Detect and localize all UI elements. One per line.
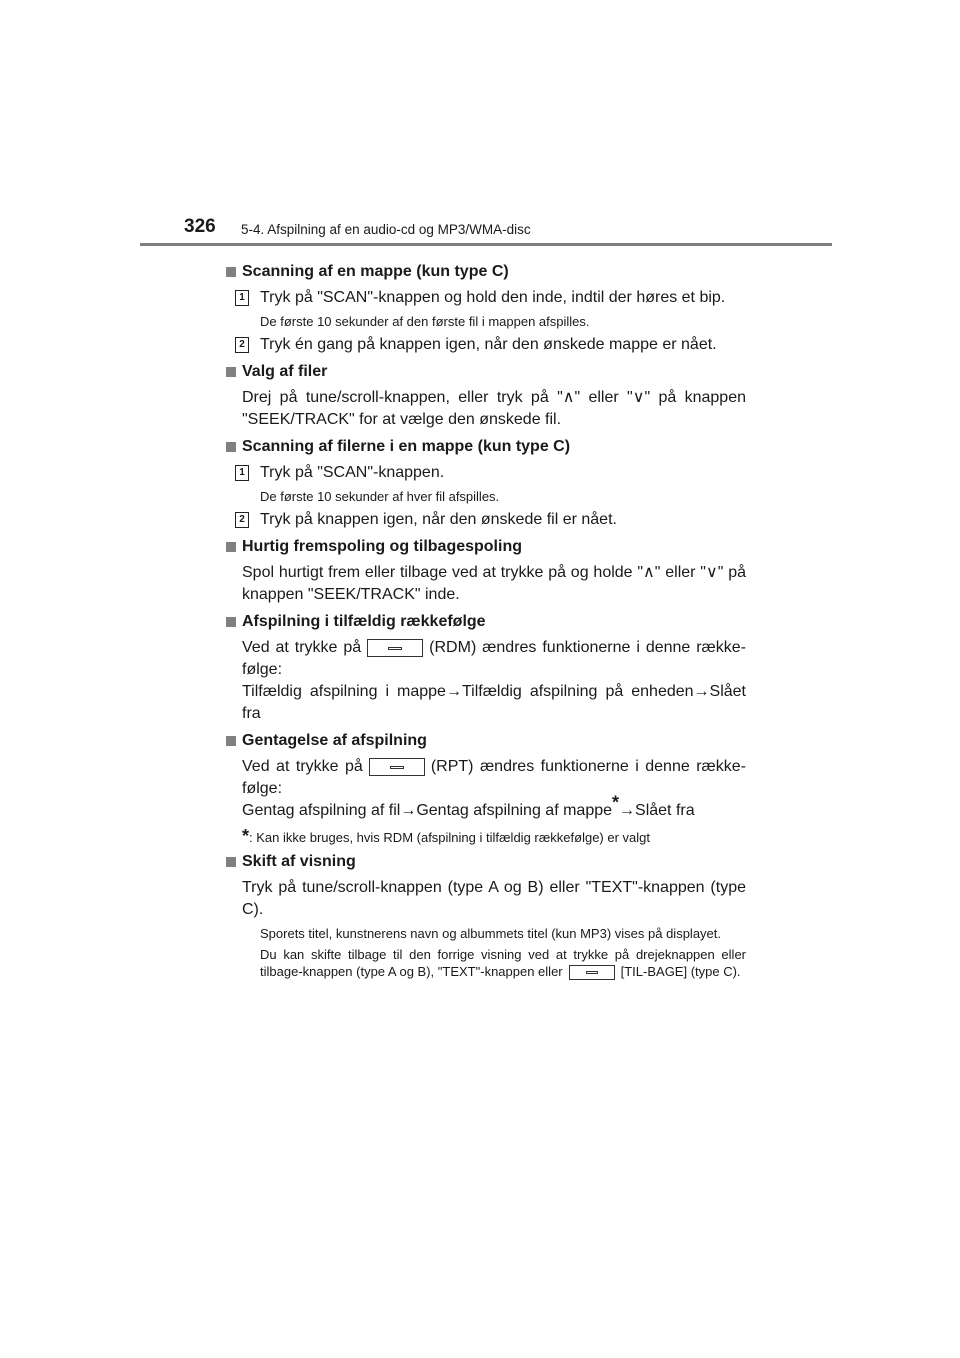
square-bullet-icon [226,542,236,552]
back-button-icon [569,965,615,980]
note-scan-files: De første 10 sekunder af hver fil afspilles. [260,489,500,504]
square-bullet-icon [226,736,236,746]
note-display-2: Du kan skifte tilbage til den forrige visning ved at trykke på drejeknappen eller tilbage-knappen (type A og B), "TEXT"-knappen eller [TIL-BAGE] (type C). [260,947,746,979]
step-number-icon: 1 [235,465,249,481]
sequence-random: Tilfældig afspilning i mappe→Tilfældig afspilning på enheden→Slået fra [242,683,746,722]
sequence-repeat: Gentag afspilning af fil→Gentag afspilning af mappe*→Slået fra [242,792,695,819]
page-header [184,216,832,246]
step-number-icon: 1 [235,290,249,306]
heading-fast-forward: Hurtig fremspoling og tilbagespoling [224,536,746,558]
text-repeat: Ved at trykke på (RPT) ændres funktionerne i denne række-følge: [242,758,746,797]
heading-select-files: Valg af filer [224,361,746,383]
header-rule [140,243,832,246]
text-display: Tryk på tune/scroll-knappen (type A og B) eller "TEXT"-knappen (type C). [242,879,746,918]
footnote-star: * [612,792,620,813]
footnote-star-marker: * [242,826,250,846]
page-number: 326 [184,216,216,237]
rpt-button-icon [369,758,425,776]
note-display-1: Sporets titel, kunstnerens navn og albummets titel (kun MP3) vises på displayet. [260,926,721,941]
step-scan-folder-1: 1 Tryk på "SCAN"-knappen og hold den inde, indtil der høres et bip. [224,287,746,309]
heading-random: Afspilning i tilfældig rækkefølge [224,611,746,633]
text-select-files: Drej på tune/scroll-knappen, eller tryk på "∧" eller "∨" på knappen "SEEK/TRACK" for at vælge den ønskede fil. [242,389,746,428]
square-bullet-icon [226,442,236,452]
text-fast-forward: Spol hurtigt frem eller tilbage ved at trykke på og holde "∧" eller "∨" på knappen "SEEK/TRACK" inde. [242,564,746,603]
text-random: Ved at trykke på (RDM) ændres funktionerne i denne række-følge: [242,639,747,678]
rdm-button-icon [367,639,423,657]
footnote-repeat: *: Kan ikke bruges, hvis RDM (afspilning i tilfældig rækkefølge) er valgt [242,826,650,846]
heading-scan-folder: Scanning af en mappe (kun type C) [224,261,746,283]
step-scan-files-1: 1 Tryk på "SCAN"-knappen. [224,462,746,484]
square-bullet-icon [226,367,236,377]
page-content [224,256,746,980]
section-title: 5-4. Afspilning af en audio-cd og MP3/WMA-disc [241,222,531,237]
square-bullet-icon [226,617,236,627]
heading-scan-files: Scanning af filerne i en mappe (kun type C) [224,436,746,458]
square-bullet-icon [226,267,236,277]
square-bullet-icon [226,857,236,867]
heading-display: Skift af visning [224,851,746,873]
step-number-icon: 2 [235,512,249,528]
step-number-icon: 2 [235,337,249,353]
heading-repeat: Gentagelse af afspilning [224,730,746,752]
note-scan-folder: De første 10 sekunder af den første fil i mappen afspilles. [260,314,590,329]
step-scan-folder-2: 2 Tryk én gang på knappen igen, når den ønskede mappe er nået. [224,334,746,356]
step-scan-files-2: 2 Tryk på knappen igen, når den ønskede fil er nået. [224,509,746,531]
